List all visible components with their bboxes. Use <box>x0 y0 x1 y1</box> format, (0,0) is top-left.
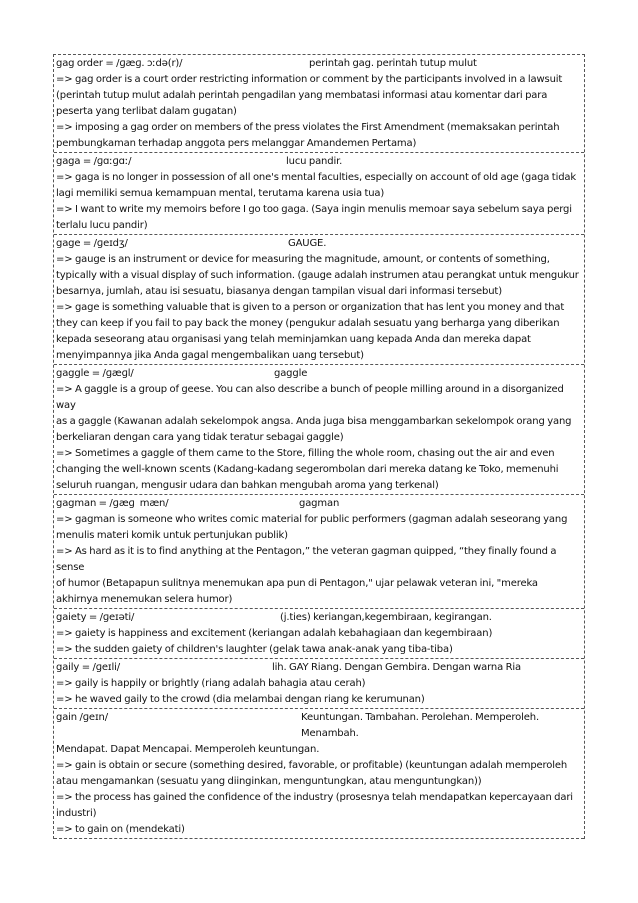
entry-definition: gagman <box>299 498 340 509</box>
entry-text-line: atau mengamankan (sesuatu yang diinginkan, menguntungkan, atau menguntungkan)) <box>56 776 482 787</box>
entry-text-line: of humor (Betapapun sulitnya menemukan apa pun di Pentagon," ujar pelawak veteran ini, "mereka <box>56 578 538 589</box>
entry-term: gain /ɡeɪn/ <box>56 712 108 723</box>
entry-header <box>56 496 582 512</box>
entry-text-line: peserta yang terlibat dalam gugatan) <box>56 106 237 117</box>
entry-text-line: => the process has gained the confidence of the industry (prosesnya telah mendapatkan kepercayaan dari <box>56 792 573 803</box>
entry-text-line: berkeliaran dengan cara yang tidak teratur sebagai gaggle) <box>56 432 344 443</box>
entry-text-line: menulis materi komik untuk pertunjukan publik) <box>56 530 288 541</box>
entry-text-line: Mendapat. Dapat Mencapai. Memperoleh keuntungan. <box>56 744 320 755</box>
dictionary-entry <box>54 55 584 153</box>
entry-definition: perintah gag. perintah tutup mulut <box>309 58 477 69</box>
entry-term: gaggle = /ɡæɡl/ <box>56 368 134 379</box>
entry-text-line: => gage is something valuable that is given to a person or organization that has lent you money and that <box>56 302 565 313</box>
entry-term: gag order = /ɡæɡ. ɔːdə(r)/ <box>56 58 183 69</box>
entry-text-line: changing the well-known scents (Kadang-kadang segerombolan dari mereka datang ke Toko, memenuhi <box>56 464 559 475</box>
entry-term: gage = /ɡeɪdʒ/ <box>56 238 128 249</box>
entry-text-line: => he waved gaily to the crowd (dia melambai dengan riang ke kerumunan) <box>56 694 425 705</box>
entry-header <box>56 610 582 626</box>
entry-text-line: => gauge is an instrument or device for measuring the magnitude, amount, or contents of something, <box>56 254 550 265</box>
entry-text-line: akhirnya menemukan selera humor) <box>56 594 233 605</box>
entry-text-line: lagi memiliki semua kemampuan mental, terutama karena usia tua) <box>56 188 385 199</box>
entry-text-line: => I want to write my memoirs before I go too gaga. (Saya ingin menulis memoar saya sebelum saya pergi <box>56 204 572 215</box>
dictionary-entry <box>54 709 584 839</box>
entry-header <box>56 56 582 72</box>
entry-text-line: pembungkaman terhadap anggota pers melanggar Amandemen Pertama) <box>56 138 417 149</box>
entry-term: gaiety = /ɡeɪəti/ <box>56 612 135 623</box>
entry-text-line: menyimpannya jika Anda gagal mengembalikan uang tersebut) <box>56 350 364 361</box>
entry-text-line: => gaiety is happiness and excitement (keriangan adalah kebahagiaan dan kegembiraan) <box>56 628 493 639</box>
entry-header <box>56 366 582 382</box>
entry-text-line: kepada seseorang atau organisasi yang telah meminjamkan uang kepada Anda dan mereka dapat <box>56 334 531 345</box>
entry-header <box>56 236 582 252</box>
dictionary-entry <box>54 495 584 609</box>
entry-definition: GAUGE. <box>288 238 327 249</box>
entry-text-line: => Sometimes a gaggle of them came to the Store, filling the whole room, chasing out the air and even <box>56 448 555 459</box>
dictionary-entry <box>54 153 584 235</box>
entry-text-line: => gagman is someone who writes comic material for public performers (gagman adalah seseorang yang <box>56 514 568 525</box>
dictionary-entry <box>54 235 584 365</box>
entry-definition: Keuntungan. Tambahan. Perolehan. Memperoleh. Menambah. <box>301 712 542 739</box>
entry-definition: gaggle <box>274 368 308 379</box>
entry-text-line: => gaga is no longer in possession of all one's mental faculties, especially on account of old age (gaga tidak <box>56 172 577 183</box>
entry-header <box>56 710 582 742</box>
dictionary-entry <box>54 659 584 709</box>
entry-text-line: => gag order is a court order restricting information or comment by the participants involved in a lawsuit <box>56 74 563 85</box>
dictionary-entry <box>54 609 584 659</box>
entry-term: gaily = /ɡeɪli/ <box>56 662 120 673</box>
entry-text-line: they can keep if you fail to pay back the money (pengukur adalah sesuatu yang berharga yang diberikan <box>56 318 560 329</box>
entry-text-line: besarnya, jumlah, atau isi sesuatu, biasanya dengan tampilan visual dari informasi tersebut) <box>56 286 502 297</box>
entry-text-line: => gain is obtain or secure (something desired, favorable, or profitable) (keuntungan adalah memperoleh <box>56 760 568 771</box>
entry-text-line: typically with a visual display of such information. (gauge adalah instrumen atau perangkat untuk mengukur <box>56 270 579 281</box>
entry-text-line: => to gain on (mendekati) <box>56 824 185 835</box>
entry-term: gagman = /ɡæɡ mæn/ <box>56 498 169 509</box>
entry-text-line: terlalu lucu pandir) <box>56 220 148 231</box>
dictionary-table <box>53 54 585 839</box>
entry-text-line: => the sudden gaiety of children's laughter (gelak tawa anak-anak yang tiba-tiba) <box>56 644 453 655</box>
entry-header <box>56 154 582 170</box>
entry-definition: lih. GAY Riang. Dengan Gembira. Dengan warna Ria <box>272 662 522 673</box>
entry-definition: lucu pandir. <box>286 156 343 167</box>
entry-text-line: => gaily is happily or brightly (riang adalah bahagia atau cerah) <box>56 678 366 689</box>
entry-text-line: => As hard as it is to find anything at the Pentagon,” the veteran gagman quipped, “they finally found a sense <box>56 546 559 573</box>
entry-text-line: (perintah tutup mulut adalah perintah pengadilan yang membatasi informasi atau komentar dari para <box>56 90 548 101</box>
dictionary-entry <box>54 365 584 495</box>
entry-term: gaga = /ɡɑːɡɑː/ <box>56 156 132 167</box>
entry-text-line: => imposing a gag order on members of the press violates the First Amendment (memaksakan perintah <box>56 122 560 133</box>
entry-text-line: seluruh ruangan, mengusir udara dan bahkan mengubah aroma yang terkenal) <box>56 480 439 491</box>
entry-text-line: as a gaggle (Kawanan adalah sekelompok angsa. Anda juga bisa menggambarkan sekelompok orang yang <box>56 416 572 427</box>
entry-header <box>56 660 582 676</box>
entry-text-line: => A gaggle is a group of geese. You can also describe a bunch of people milling around in a disorganized way <box>56 384 567 411</box>
entry-text-line: industri) <box>56 808 97 819</box>
entry-definition: (j.ties) keriangan,kegembiraan, kegirangan. <box>280 612 492 623</box>
